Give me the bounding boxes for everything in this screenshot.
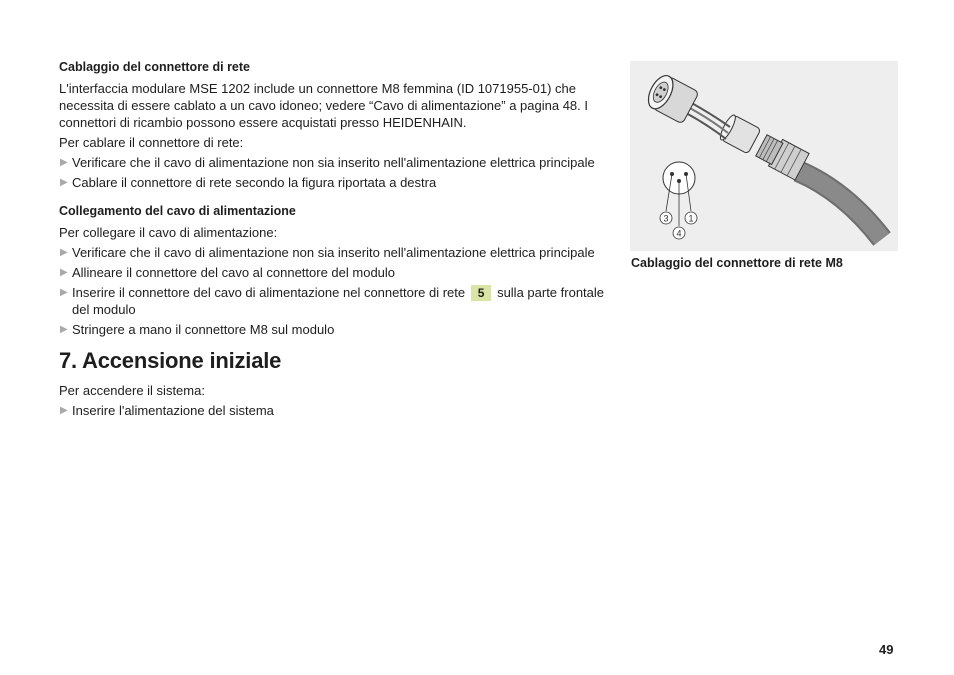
page-number: 49 (879, 642, 894, 657)
list-item: ▶ Stringere a mano il connettore M8 sul modulo (60, 322, 335, 337)
triangle-right-icon: ▶ (60, 405, 68, 416)
pin-label-3: 3 (663, 213, 669, 224)
triangle-right-icon: ▶ (60, 324, 68, 335)
wiring-lead: Per cablare il connettore di rete: (59, 135, 244, 150)
pin-label-4: 4 (676, 228, 682, 239)
triangle-right-icon: ▶ (60, 177, 68, 188)
startup-lead: Per accendere il sistema: (59, 383, 205, 398)
section-heading-connection: Collegamento del cavo di alimentazione (59, 204, 296, 218)
triangle-right-icon: ▶ (60, 157, 68, 168)
triangle-right-icon: ▶ (60, 267, 68, 278)
connector-number-badge: 5 (471, 285, 492, 301)
connector-illustration (630, 61, 898, 251)
triangle-right-icon: ▶ (60, 247, 68, 258)
list-item: ▶ Allineare il connettore del cavo al connettore del modulo (60, 265, 396, 280)
intro-paragraph: L'interfaccia modulare MSE 1202 include un connettore M8 femmina (ID 1071955-01) che necessita di essere cablato a un cavo idoneo; vedere “Cavo di alimentazione” a pagina 48. I connettori di ricambio possono essere acquistati presso HEIDENHAIN. (59, 81, 588, 130)
connector-figure (630, 61, 898, 251)
list-item: ▶ Verificare che il cavo di alimentazione non sia inserito nell'alimentazione elettrica principale (60, 155, 595, 170)
section-heading-wiring: Cablaggio del connettore di rete (59, 60, 250, 74)
list-item: ▶ Inserire il connettore del cavo di alimentazione nel connettore di rete 5 sulla parte frontale del modulo (60, 285, 605, 317)
list-item: ▶ Cablare il connettore di rete secondo la figura riportata a destra (60, 175, 437, 190)
triangle-right-icon: ▶ (60, 287, 68, 298)
pin-label-1: 1 (688, 213, 694, 224)
main-content (59, 59, 614, 422)
list-item: ▶ Verificare che il cavo di alimentazione non sia inserito nell'alimentazione elettrica principale (60, 245, 595, 260)
connection-lead: Per collegare il cavo di alimentazione: (59, 225, 278, 240)
chapter-heading: 7. Accensione iniziale (59, 348, 282, 373)
list-item: ▶ Inserire l'alimentazione del sistema (60, 403, 274, 418)
figure-caption: Cablaggio del connettore di rete M8 (631, 256, 843, 270)
